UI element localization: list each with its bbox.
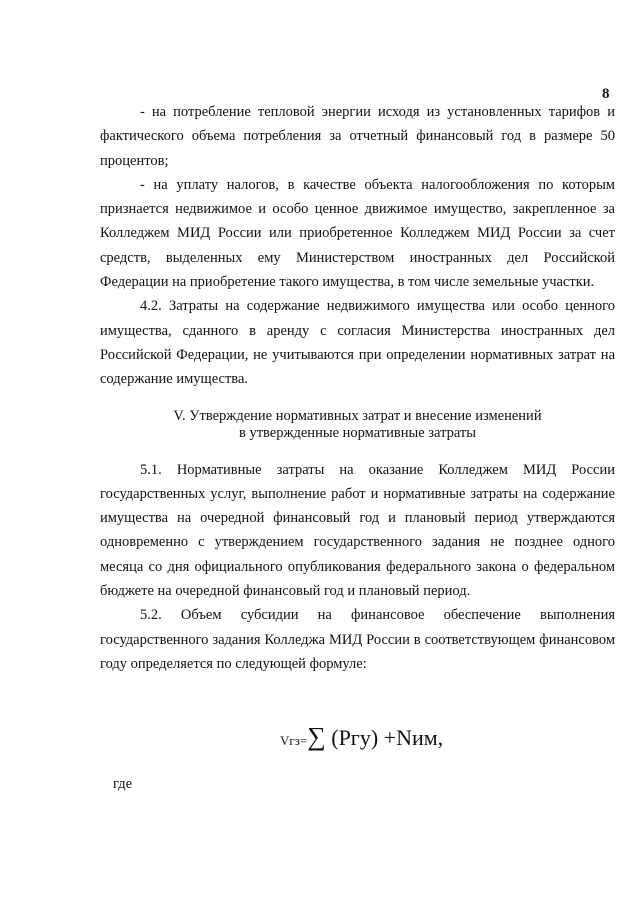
subsidy-formula xyxy=(280,722,443,752)
formula-sigma: ∑ xyxy=(307,722,326,751)
document-body xyxy=(100,100,615,676)
page-number: 8 xyxy=(602,86,610,102)
formula-lhs: Vгз xyxy=(280,733,300,748)
paragraph-5-2: 5.2. Объем субсидии на финансовое обеспечение выполнения государственного задания Колледжа МИД России в соответствующем финансовом году определяется по следующей формуле: xyxy=(100,607,615,672)
section-heading xyxy=(100,392,615,458)
paragraph-taxes: - на уплату налогов, в качестве объекта налогообложения по которым признается недвижимое и особо ценное движимое имущество, закрепленное за Колледжем МИД России или приобретенное Колледжем МИД России за счет средств, выделенных ему Министерством иностранных дел Российской Федерации на приобретение такого имущества, в том числе земельные участки. xyxy=(100,176,615,291)
formula-term-1: (Pгу) xyxy=(331,725,379,750)
paragraph-4-2: 4.2. Затраты на содержание недвижимого имущества или особо ценного имущества, сданного в аренду с согласия Министерства иностранных дел Российской Федерации, не учитываются при определении нормативных затрат на содержание имущества. xyxy=(100,298,615,388)
section-heading-line-2: в утвержденные нормативные затраты xyxy=(238,424,477,441)
section-heading-line-1: V. Утверждение нормативных затрат и внесение изменений xyxy=(173,407,542,424)
where-label: где xyxy=(113,776,133,792)
paragraph-5-1: 5.1. Нормативные затраты на оказание Колледжем МИД России государственных услуг, выполнение работ и нормативные затраты на содержание имущества на очередной финансовый год и плановый период утверждаются одновременно с утверждением государственного задания не позднее одного месяца со дня официального опубликования федерального закона о федеральном бюджете на очередной финансовый год и плановый период. xyxy=(100,461,615,600)
paragraph-heat-energy: - на потребление тепловой энергии исходя из установленных тарифов и фактического объема потребления за отчетный финансовый год в размере 50 процентов; xyxy=(100,104,615,169)
formula-plus-term: +Nим, xyxy=(383,725,444,750)
formula-equals: = xyxy=(299,733,308,748)
